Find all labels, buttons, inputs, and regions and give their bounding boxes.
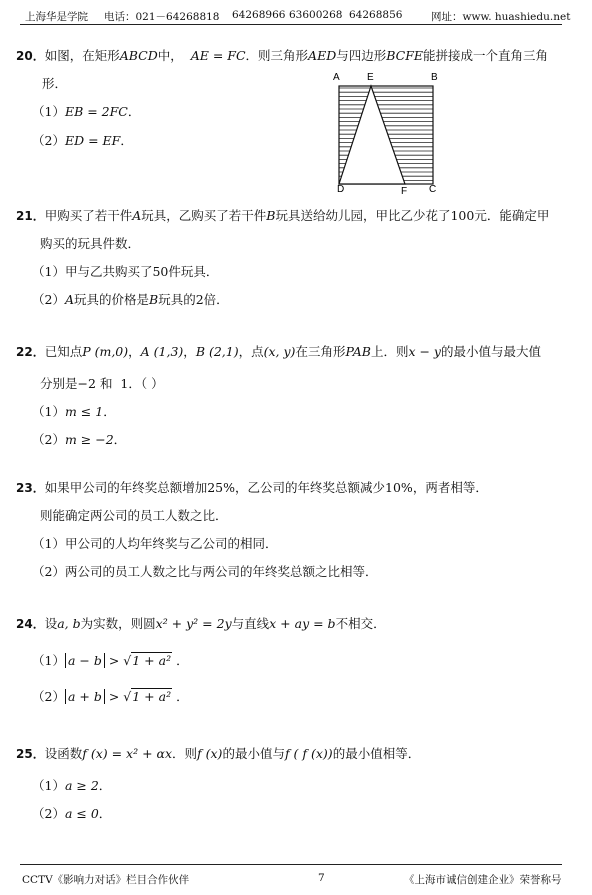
q20-c1-end: ．: [127, 104, 141, 119]
q21-c2-label: （2）: [32, 292, 65, 307]
q23-c1-text: 甲公司的人均年终奖与乙公司的相同．: [64, 536, 278, 551]
footer-right: 《上海市诚信创建企业》荣誉称号: [404, 874, 562, 886]
q24-c2-label: （2）: [32, 689, 65, 704]
q25-fx: f (x): [197, 746, 223, 761]
q22-number: 22．: [16, 345, 45, 359]
q20-c2-expr: ED = EF: [64, 133, 121, 148]
q20-label-d: D: [337, 184, 345, 194]
q20-abcd: ABCD: [119, 48, 158, 63]
q20-choice-1: [32, 102, 140, 120]
q20-ae-fc: AE = FC: [190, 48, 246, 63]
q20-c2-label: （2）: [32, 133, 65, 148]
q20-choice-2: [32, 131, 133, 149]
q25-choice-2: [32, 804, 111, 822]
q25-c2-expr: a ≤ 0: [64, 806, 99, 821]
q22-text-1: 已知点: [44, 344, 83, 359]
q22-and: 和: [99, 376, 113, 391]
q22-x-minus-y: x − y: [408, 344, 441, 359]
q23-stem-line1: [16, 478, 488, 496]
header-rule: [20, 24, 562, 25]
q20-stem-line1: [16, 46, 548, 64]
q20-aed: AED: [308, 48, 337, 63]
q21-amount: 100: [450, 208, 475, 223]
q21-text-2: 玩具，乙购买了若干件: [141, 208, 267, 223]
q22-c1-expr: m ≤ 1: [64, 404, 104, 419]
q20-stem-line2: 形．: [42, 76, 68, 91]
q25-text-3: 的最小值与: [222, 746, 285, 761]
page-number: 7: [318, 872, 325, 884]
q21-choice-2: [32, 290, 229, 308]
q22-c2-end: ．: [113, 432, 127, 447]
q24-text-3: 与直线: [231, 616, 270, 631]
q25-c2-end: ．: [98, 806, 112, 821]
q25-choice-1: [32, 776, 111, 794]
q23-text-1: 如果甲公司的年终奖总额增加: [44, 480, 208, 495]
q24-c1-end: ．: [176, 653, 189, 668]
q22-c1-end: ．: [103, 404, 116, 419]
q24-circle-eq: x² + y² = 2y: [155, 616, 232, 631]
q22-stem-line1: [16, 342, 541, 360]
q22-text-2: ，点: [238, 344, 264, 359]
q22-comma-2: ，: [183, 344, 196, 359]
q22-pab: PAB: [345, 344, 371, 359]
q25-stem: [16, 744, 420, 762]
q25-c1-label: （1）: [32, 778, 65, 793]
q21-c2-text-2: 玩具的: [158, 292, 196, 307]
q20-text-1: 如图，在矩形: [44, 48, 120, 63]
q21-text-3: 玩具送给幼儿园，甲比乙少花了: [275, 208, 451, 223]
q22-c1-label: （1）: [32, 404, 65, 419]
q22-xy: (x, y): [263, 344, 296, 359]
q21-number: 21．: [16, 209, 45, 223]
q22-value-1: −2: [77, 376, 96, 391]
q20-rectangle-figure: [325, 68, 445, 194]
q24-c1-gt: >: [108, 653, 120, 668]
q20-text-5: 能拼接成一个直角三角: [423, 48, 549, 63]
header-website: 网址：www. huashiedu.net: [431, 11, 571, 23]
q21-c1-number: 50: [152, 264, 169, 279]
q20-text-4: 与四边形: [336, 48, 387, 63]
q23-percent-2: 10%: [385, 480, 413, 495]
q25-function: f (x) = x² + αx: [82, 746, 173, 761]
q24-c2-gt: >: [108, 689, 120, 704]
q23-choice-2: [32, 562, 377, 580]
q22-stem-line2: [40, 374, 164, 392]
q22-point-p: P (m,0): [82, 344, 129, 359]
q21-c2-a: A: [64, 292, 74, 307]
q23-percent-1: 25%: [207, 480, 236, 495]
q25-c2-label: （2）: [32, 806, 65, 821]
q24-c1-sqrt: 1 + a²: [132, 653, 172, 668]
q21-c2-text-3: 倍．: [203, 292, 229, 307]
q21-text-4: 元．能确定甲: [474, 208, 550, 223]
q22-choice-2: [32, 430, 126, 448]
q20-text-2: 中，: [157, 48, 183, 63]
q25-c1-expr: a ≥ 2: [64, 778, 99, 793]
q23-choice-1: [32, 534, 277, 552]
q24-c2-abs: a + b: [65, 689, 105, 704]
q23-stem-line2: 则能确定两公司的员工人数之比．: [40, 508, 228, 523]
q20-label-b: B: [431, 72, 438, 83]
q24-line-eq: x + ay = b: [269, 616, 336, 631]
q25-text-4: 的最小值相等．: [332, 746, 421, 761]
q22-c2-label: （2）: [32, 432, 65, 447]
q23-c1-label: （1）: [32, 536, 65, 551]
q24-c2-sqrt: 1 + a²: [132, 689, 172, 704]
q21-c2-number: 2: [195, 292, 204, 307]
footer-rule: [20, 864, 562, 865]
header-school: 上海华是学院: [25, 11, 88, 23]
q24-number: 24．: [16, 617, 45, 631]
q22-text-4: 上．则: [370, 344, 409, 359]
q21-stem-line2: 购买的玩具件数．: [40, 236, 141, 251]
q23-text-2: ，乙公司的年终奖总额减少: [235, 480, 386, 495]
q23-c2-label: （2）: [32, 564, 65, 579]
q20-label-a: A: [333, 72, 340, 83]
q24-choice-2: （2） a + b > √1 + a² ．: [32, 689, 189, 704]
q25-text-2: ．则: [172, 746, 198, 761]
q20-text-3: ．则三角形: [245, 48, 309, 63]
q24-c1-label: （1）: [32, 653, 65, 668]
q21-text-1: 甲购买了若干件: [44, 208, 133, 223]
q24-ab: a, b: [57, 616, 81, 631]
header-phone: 电话：021－64268818: [104, 11, 220, 23]
q22-text-3: 在三角形: [295, 344, 346, 359]
q22-point-b: B (2,1): [195, 344, 239, 359]
q25-number: 25．: [16, 747, 45, 761]
q22-text-5: 的最小值与最大值: [441, 344, 542, 359]
q24-text-1: 设: [44, 616, 58, 631]
q22-point-a: A (1,3): [140, 344, 184, 359]
q24-text-2: 为实数，则圆: [80, 616, 156, 631]
q22-value-2: 1: [120, 376, 129, 391]
q20-label-c: C: [429, 184, 437, 194]
q24-c1-abs: a − b: [65, 653, 105, 668]
q22-text-6: 分别是: [40, 376, 78, 391]
q24-stem: [16, 614, 386, 632]
q23-number: 23．: [16, 481, 45, 495]
q20-c2-end: ．: [120, 133, 133, 148]
q21-c2-b: B: [149, 292, 159, 307]
q21-c1-text: 甲与乙共购买了: [64, 264, 153, 279]
q23-text-3: ，两者相等．: [412, 480, 488, 495]
q22-c2-expr: m ≥ −2: [64, 432, 114, 447]
q22-choice-1: [32, 402, 116, 420]
q25-c1-end: ．: [98, 778, 112, 793]
q25-text-1: 设函数: [44, 746, 83, 761]
q24-c2-end: ．: [176, 689, 189, 704]
q21-c1-label: （1）: [32, 264, 65, 279]
q21-choice-1: [32, 262, 218, 280]
q20-c1-expr: EB = 2FC: [64, 104, 128, 119]
q21-c1-text-2: 件玩具．: [168, 264, 219, 279]
q23-c2-text: 两公司的员工人数之比与两公司的年终奖总额之比相等．: [64, 564, 378, 579]
q20-bcfe: BCFE: [386, 48, 424, 63]
q24-text-4: 不相交．: [335, 616, 386, 631]
q24-choice-1: （1） a − b > √1 + a² ．: [32, 653, 189, 668]
q20-c1-label: （1）: [32, 104, 65, 119]
q21-c2-text: 玩具的价格是: [73, 292, 149, 307]
header-phone-4: 64268856: [349, 9, 403, 21]
header-phone-2: 64268966: [232, 9, 286, 21]
q25-ffx: f ( f (x)): [284, 746, 333, 761]
q20-label-e: E: [367, 72, 374, 83]
footer-left: CCTV《影响力对话》栏目合作伙伴: [22, 874, 190, 886]
q21-b: B: [266, 208, 276, 223]
q21-a: A: [132, 208, 142, 223]
q20-number: 20．: [16, 49, 45, 63]
q21-stem-line1: [16, 206, 549, 224]
q22-answer-blank: ．（ ）: [128, 376, 164, 391]
header-phone-3: 63600268: [289, 9, 343, 21]
q20-label-f: F: [401, 186, 408, 194]
q22-comma-1: ，: [128, 344, 141, 359]
